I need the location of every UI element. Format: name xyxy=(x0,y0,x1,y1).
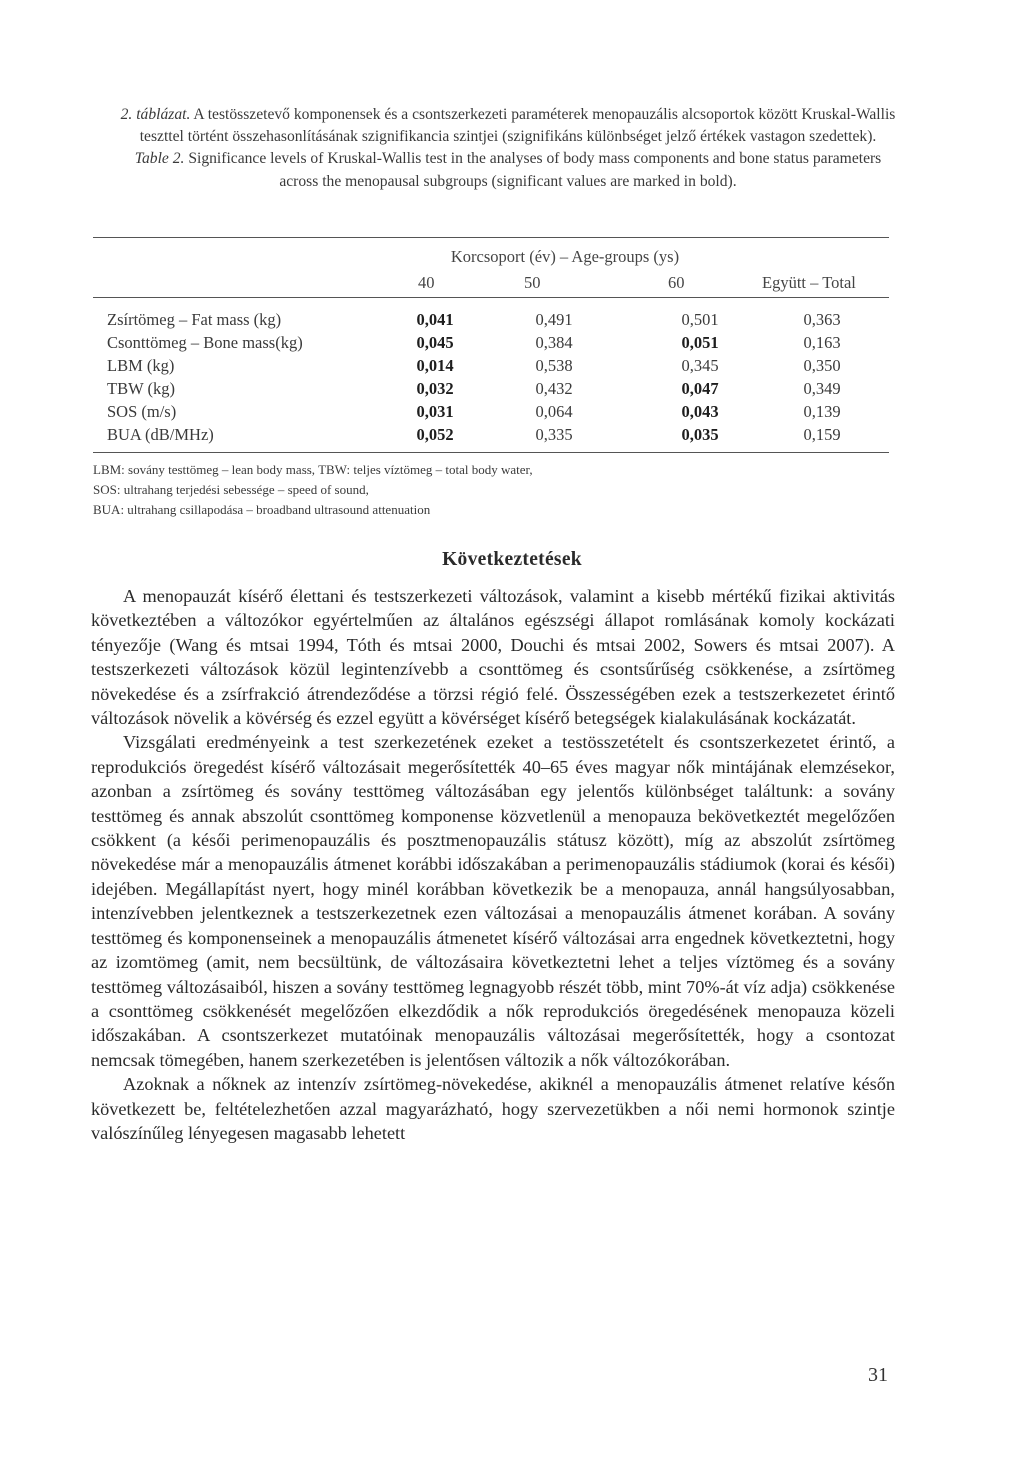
row-label: TBW (kg) xyxy=(107,379,175,398)
table-notes xyxy=(93,460,533,519)
caption-hu-label: 2. táblázat. xyxy=(120,106,191,123)
cell-total: 0,363 xyxy=(803,310,841,329)
caption-en-label: Table 2. xyxy=(134,150,185,168)
cell-50: 0,064 xyxy=(535,402,573,421)
paragraph: Vizsgálati eredményeink a test szerkezetének ezeket a testösszetételt és csontszerkezetet érintő, a reprodukciós öregedést kísérő változásait megerősítették 40–65 éves magyar nők mintájának elemzésekor, azonban a zsírtömeg és sovány testtömeg változásában egy jelentős különbséget találtunk: a sovány testtömeg és annak abszolút csonttömeg komponense közvetlenül a menopauza bekövetkeztét megelőzően csökkent (a késői perimenopauzális és posztmenopauzális státusz között), míg az abszolút zsírtömeg növekedése már a menopauzális átmenet korábbi időszakában a perimenopauzális stádiumok (korai és késői) idejében. Megállapítást nyert, hogy minél korábban következik be a menopauza, annál hangsúlyosabban, intenzívebben jelentkeznek a testszerkezetnek ezen változásai a menopauzális átmenet korában. A sovány testtömeg és komponenseinek a menopauzális átmenetet kísérő változásai arra engednek következtetni, hogy az izomtömeg (amit, nem becsültünk, de változásaira következtetni lehet a teljes víztömeg és a sovány testtömeg változásaiból, hiszen a sovány testtömeg legnagyobb részét több, mint 70%-át víz adja) csökkenése a csonttömeg csökkenését megelőzően elkezdődik a nők reprodukciós öregedésének menopauza közeli időszakában. A csontszerkezet mutatóinak menopauzális változásai megerősítették, hogy a csontozat nemcsak tömegében, hanem szerkezetében is jelentősen változik a nők változókorában. xyxy=(91,732,895,1070)
cell-50: 0,384 xyxy=(535,333,573,352)
column-header-total: Együtt – Total xyxy=(762,273,856,292)
cell-40: 0,014 xyxy=(416,356,454,375)
body-text xyxy=(91,584,895,1145)
row-label: Zsírtömeg – Fat mass (kg) xyxy=(107,310,282,329)
table-row xyxy=(107,333,877,356)
note-line: SOS: ultrahang terjedési sebessége – speed of sound, xyxy=(93,481,369,497)
cell-50: 0,335 xyxy=(535,425,573,444)
table-row xyxy=(107,379,877,402)
cell-60: 0,051 xyxy=(681,333,719,352)
cell-total: 0,159 xyxy=(803,425,841,444)
column-header-60: 60 xyxy=(668,273,685,292)
cell-60: 0,035 xyxy=(681,425,719,444)
table-top-rule xyxy=(93,237,889,238)
column-header-40: 40 xyxy=(418,273,435,292)
table-row xyxy=(107,425,877,448)
cell-50: 0,432 xyxy=(535,379,573,398)
cell-60: 0,345 xyxy=(681,356,719,375)
table-row xyxy=(107,402,877,425)
column-header-50: 50 xyxy=(524,273,541,292)
table-caption xyxy=(118,104,898,193)
table-group-header: Korcsoport (év) – Age-groups (ys) xyxy=(450,247,680,266)
cell-total: 0,163 xyxy=(803,333,841,352)
caption-hungarian xyxy=(118,104,898,148)
table-bottom-rule xyxy=(93,452,889,453)
row-label: SOS (m/s) xyxy=(107,402,177,421)
section-heading: Következtetések xyxy=(442,549,582,570)
paragraph: Azoknak a nőknek az intenzív zsírtömeg-növekedése, akiknél a menopauzális átmenet relatíve későn következett be, feltételezhetően azzal magyarázható, hogy szervezetükben a női nemi hormonok szintje valószínűleg lényegesen magasabb lehetett xyxy=(91,1074,895,1143)
note-line: LBM: sovány testtömeg – lean body mass, TBW: teljes víztömeg – total body water, xyxy=(93,462,533,477)
row-label: LBM (kg) xyxy=(107,356,175,375)
caption-english xyxy=(118,148,898,192)
cell-60: 0,043 xyxy=(681,402,719,421)
cell-50: 0,538 xyxy=(535,356,573,375)
cell-total: 0,139 xyxy=(803,402,841,421)
row-label: Csonttömeg – Bone mass(kg) xyxy=(107,333,303,352)
cell-40: 0,031 xyxy=(416,402,454,421)
cell-40: 0,052 xyxy=(416,425,454,444)
caption-hu-text: A testösszetevő komponensek és a csontszerkezeti paraméterek menopauzális alcsoportok között Kruskal-Wallis teszttel történt összehasonlításának szignifikancia szintjei (szignifikáns különbséget jelző értékek vastagon szedettek). xyxy=(139,106,896,146)
cell-40: 0,032 xyxy=(416,379,454,398)
paragraph: A menopauzát kísérő élettani és testszerkezeti változások, valamint a kisebb mértékű fizikai aktivitás következtében a változókor egyértelműen az általános egészségi állapot romlásának komoly kockázati tényezője (Wang és mtsai 1994, Tóth és mtsai 2000, Douchi és mtsai 2002, Sowers és mtsai 2007). A testszerkezeti változások közül legintenzívebb a csonttömeg és csontsűrűség csökkenése, a zsírtömeg növekedése és a zsírfrakció átrendeződése a törzsi régió felé. Összességében ezek a testszerkezetet érintő változások növelik a kövérség és ezzel együtt a kövérséget kísérő betegségek kialakulásának kockázatát. xyxy=(91,586,895,729)
table-header-rule xyxy=(93,297,889,298)
row-label: BUA (dB/MHz) xyxy=(107,425,214,444)
cell-60: 0,501 xyxy=(681,310,719,329)
cell-40: 0,041 xyxy=(416,310,454,329)
cell-40: 0,045 xyxy=(416,333,454,352)
cell-total: 0,350 xyxy=(803,356,841,375)
cell-total: 0,349 xyxy=(803,379,841,398)
page-number: 31 xyxy=(868,1364,888,1386)
caption-en-text: Significance levels of Kruskal-Wallis test in the analyses of body mass components and bone status parameters across the menopausal subgroups (significant values are marked in bold). xyxy=(188,150,882,190)
table-row xyxy=(107,356,877,379)
cell-50: 0,491 xyxy=(535,310,573,329)
note-line: BUA: ultrahang csillapodása – broadband ultrasound attenuation xyxy=(93,501,431,517)
table-row xyxy=(107,310,877,333)
cell-60: 0,047 xyxy=(681,379,719,398)
